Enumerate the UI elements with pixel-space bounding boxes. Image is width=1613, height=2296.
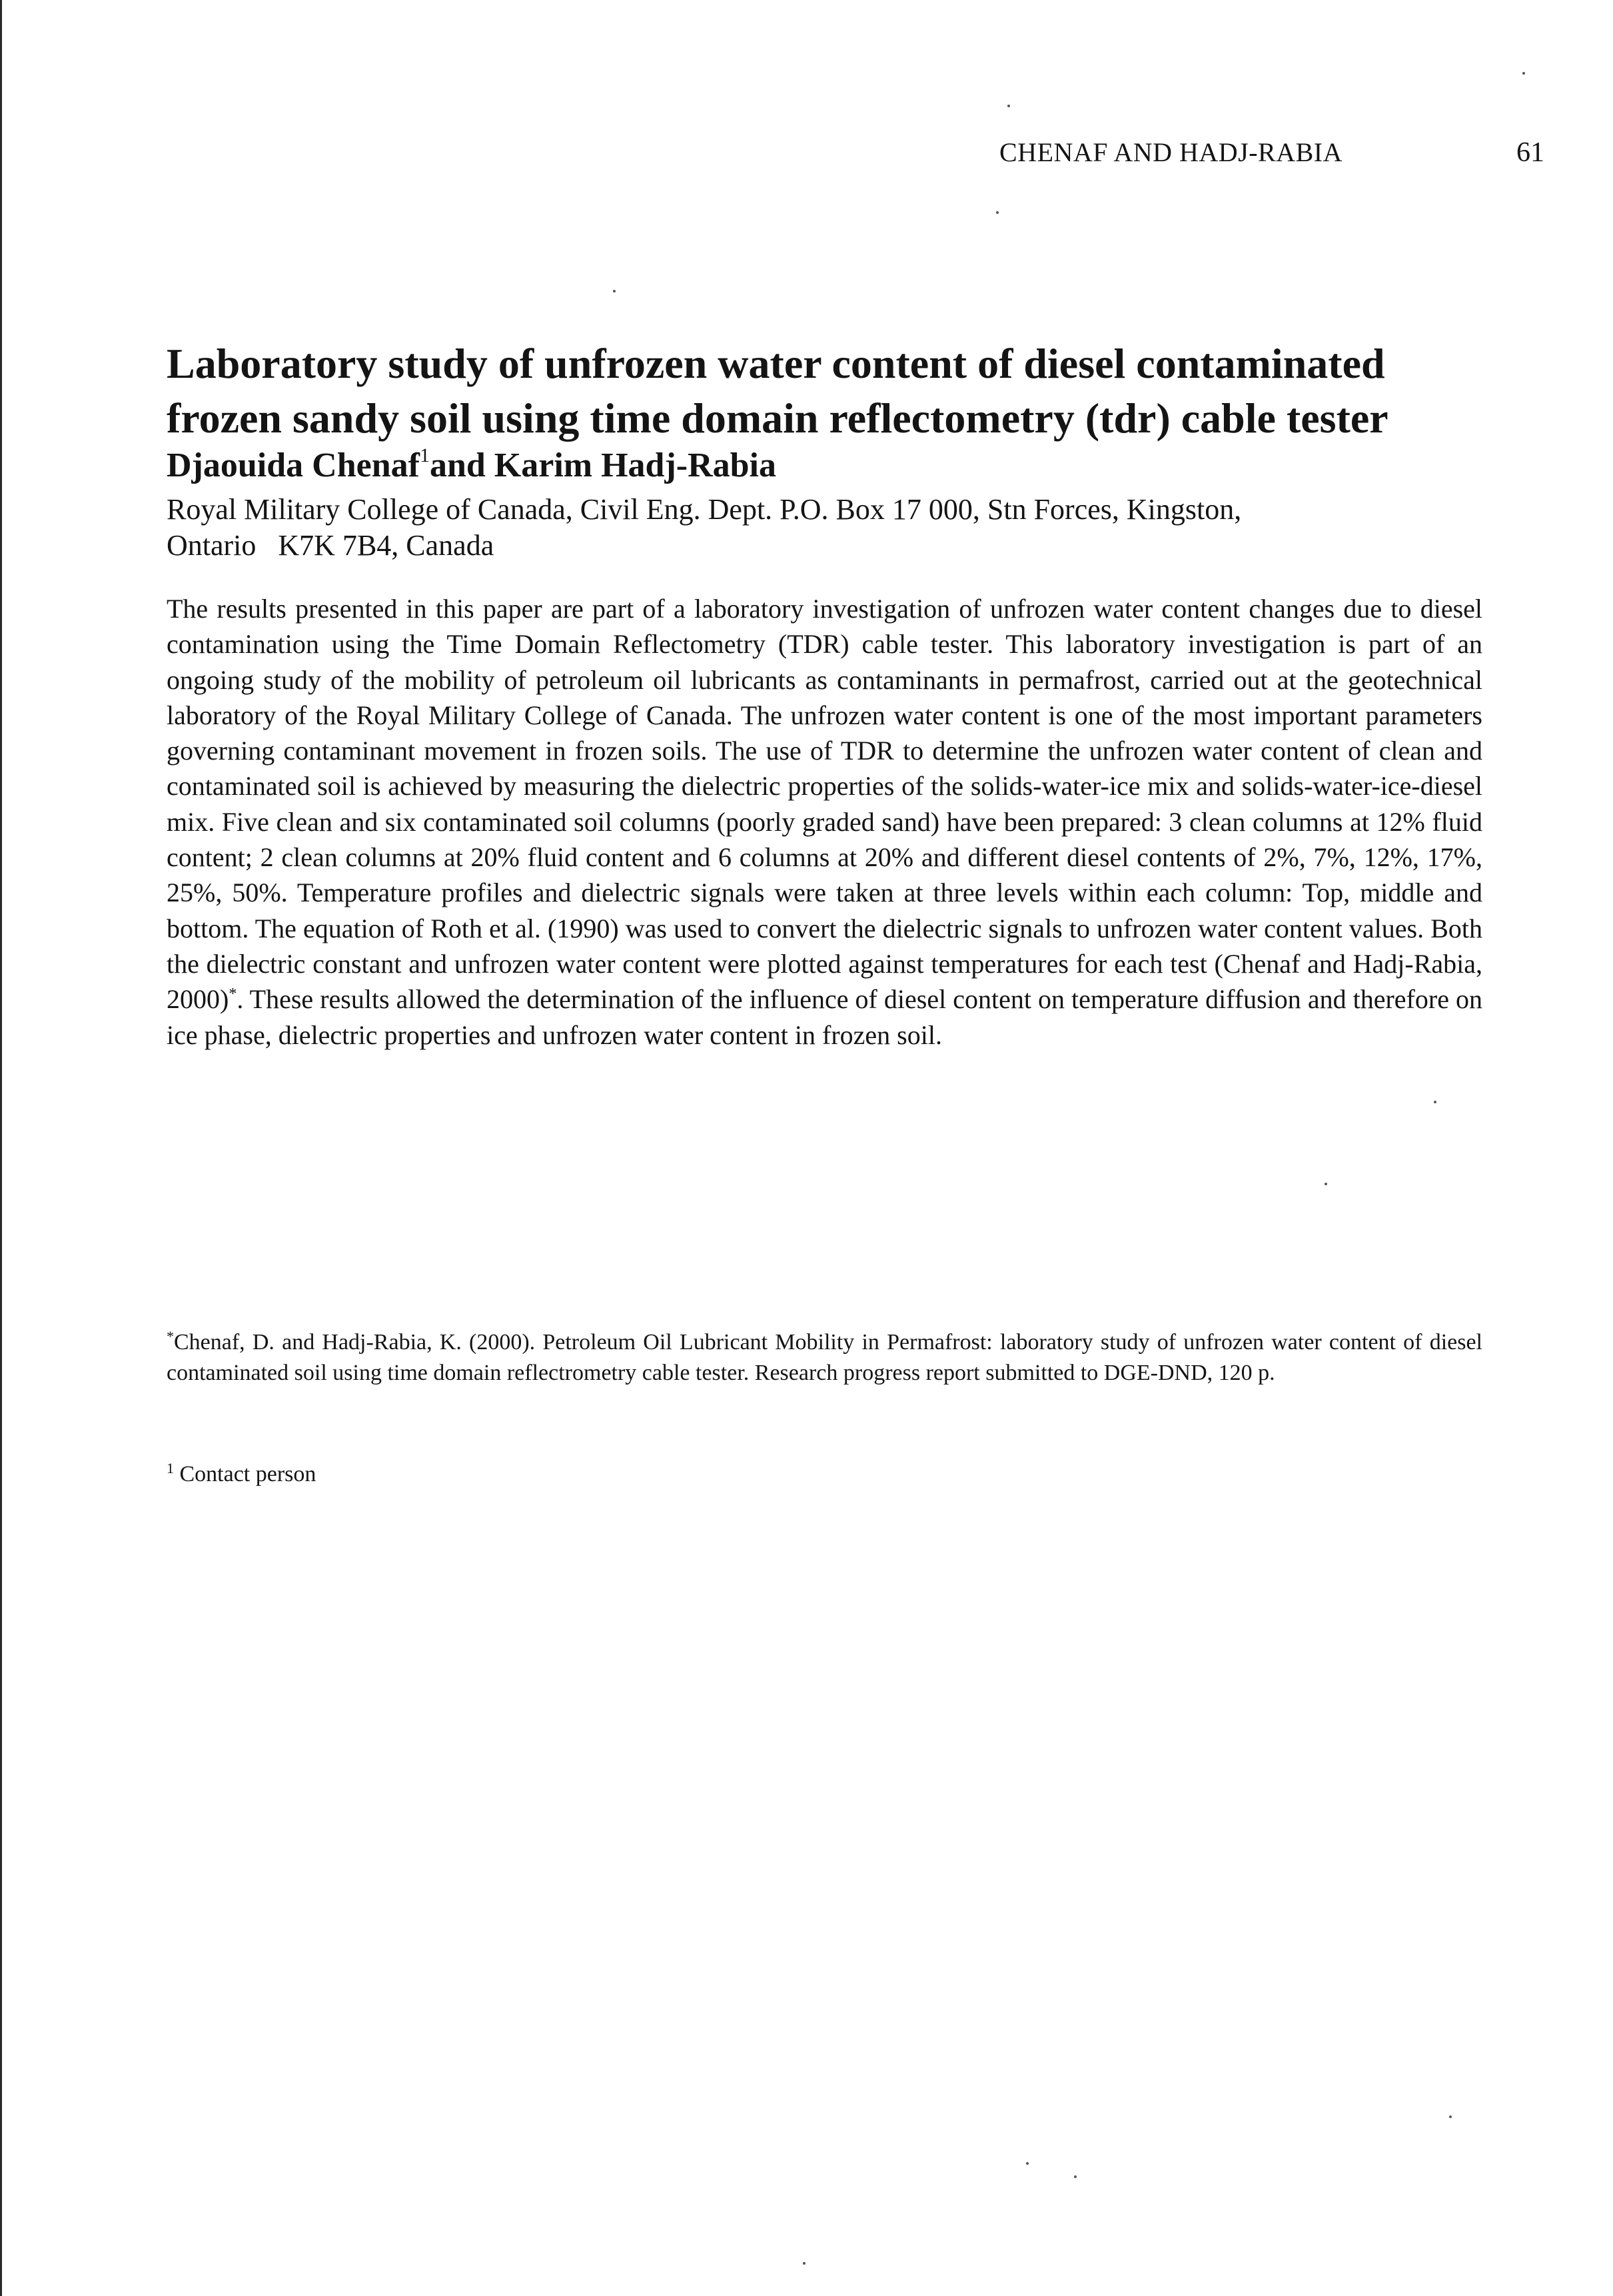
running-head: CHENAF AND HADJ-RABIA [999,137,1343,167]
scan-speck [1325,1183,1327,1185]
scan-speck [1449,2115,1452,2118]
author-line [167,445,776,486]
article-title [167,336,1532,446]
footnote-mark: * [229,985,237,1003]
scan-edge [0,0,9,2296]
footnote-mark: * [167,1328,174,1345]
footnote-contact [167,1459,316,1490]
footnote-mark: 1 [167,1460,174,1476]
title-line: frozen sandy soil using time domain reflectometry (tdr) cable tester [167,394,1388,442]
abstract-text: . These results allowed the determination of the influence of diesel content on temperature diffusion and therefore on ice phase, dielectric properties and unfrozen water content in frozen soil. [167,984,1482,1050]
title-line: Laboratory study of unfrozen water content of diesel contaminated [167,340,1385,387]
scan-speck [1074,2175,1077,2178]
author-name: and Karim Hadj-Rabia [429,446,777,484]
abstract-paragraph [167,591,1482,1053]
footnote-reference [167,1327,1482,1389]
footnote-text: Chenaf, D. and Hadj-Rabia, K. (2000). Petroleum Oil Lubricant Mobility in Permafrost: laboratory study of unfrozen water content of diesel contaminated soil using time domain reflectrometry cable tester. Research progress report submitted to DGE-DND, 120 p. [167,1330,1482,1385]
affiliation-line: Ontario K7K 7B4, Canada [167,529,494,562]
abstract-text: The results presented in this paper are part of a laboratory investigation of unfrozen water content changes due to diesel contamination using the Time Domain Reflectometry (TDR) cable tester. This laboratory investigation is part of an ongoing study of the mobility of petroleum oil lubricants as contaminants in permafrost, carried out at the geotechnical laboratory of the Royal Military College of Canada. The unfrozen water content is one of the most important parameters governing contaminant movement in frozen soils. The use of TDR to determine the unfrozen water content of clean and contaminated soil is achieved by measuring the dielectric properties of the solids-water-ice mix and solids-water-ice-diesel mix. Five clean and six contaminated soil columns (poorly graded sand) have been prepared: 3 clean columns at 12% fluid content; 2 clean columns at 20% fluid content and 6 columns at 20% and different diesel contents of 2%, 7%, 12%, 17%, 25%, 50%. Temperature profiles and dielectric signals were taken at three levels within each column: Top, middle and bottom. The equation of Roth et al. (1990) was used to convert the dielectric signals to unfrozen water content values. Both the dielectric constant and unfrozen water content were plotted against temperatures for each test (Chenaf and Hadj-Rabia, 2000) [167,594,1482,1015]
scan-speck [1434,1101,1436,1103]
scan-speck [1522,72,1525,75]
scan-speck [803,2262,806,2265]
scan-speck [1007,105,1010,107]
author-name: Djaouida Chenaf [167,446,420,484]
footnote-text: Contact person [179,1462,316,1486]
scan-speck [996,211,999,214]
scan-speck [613,290,616,292]
affiliation-line: Royal Military College of Canada, Civil Eng. Dept. P.O. Box 17 000, Stn Forces, Kingston, [167,493,1242,526]
scan-speck [1026,2162,1029,2165]
affiliation [167,492,1466,564]
author-footnote-mark: 1 [419,444,430,466]
page-number: 61 [1516,137,1544,168]
